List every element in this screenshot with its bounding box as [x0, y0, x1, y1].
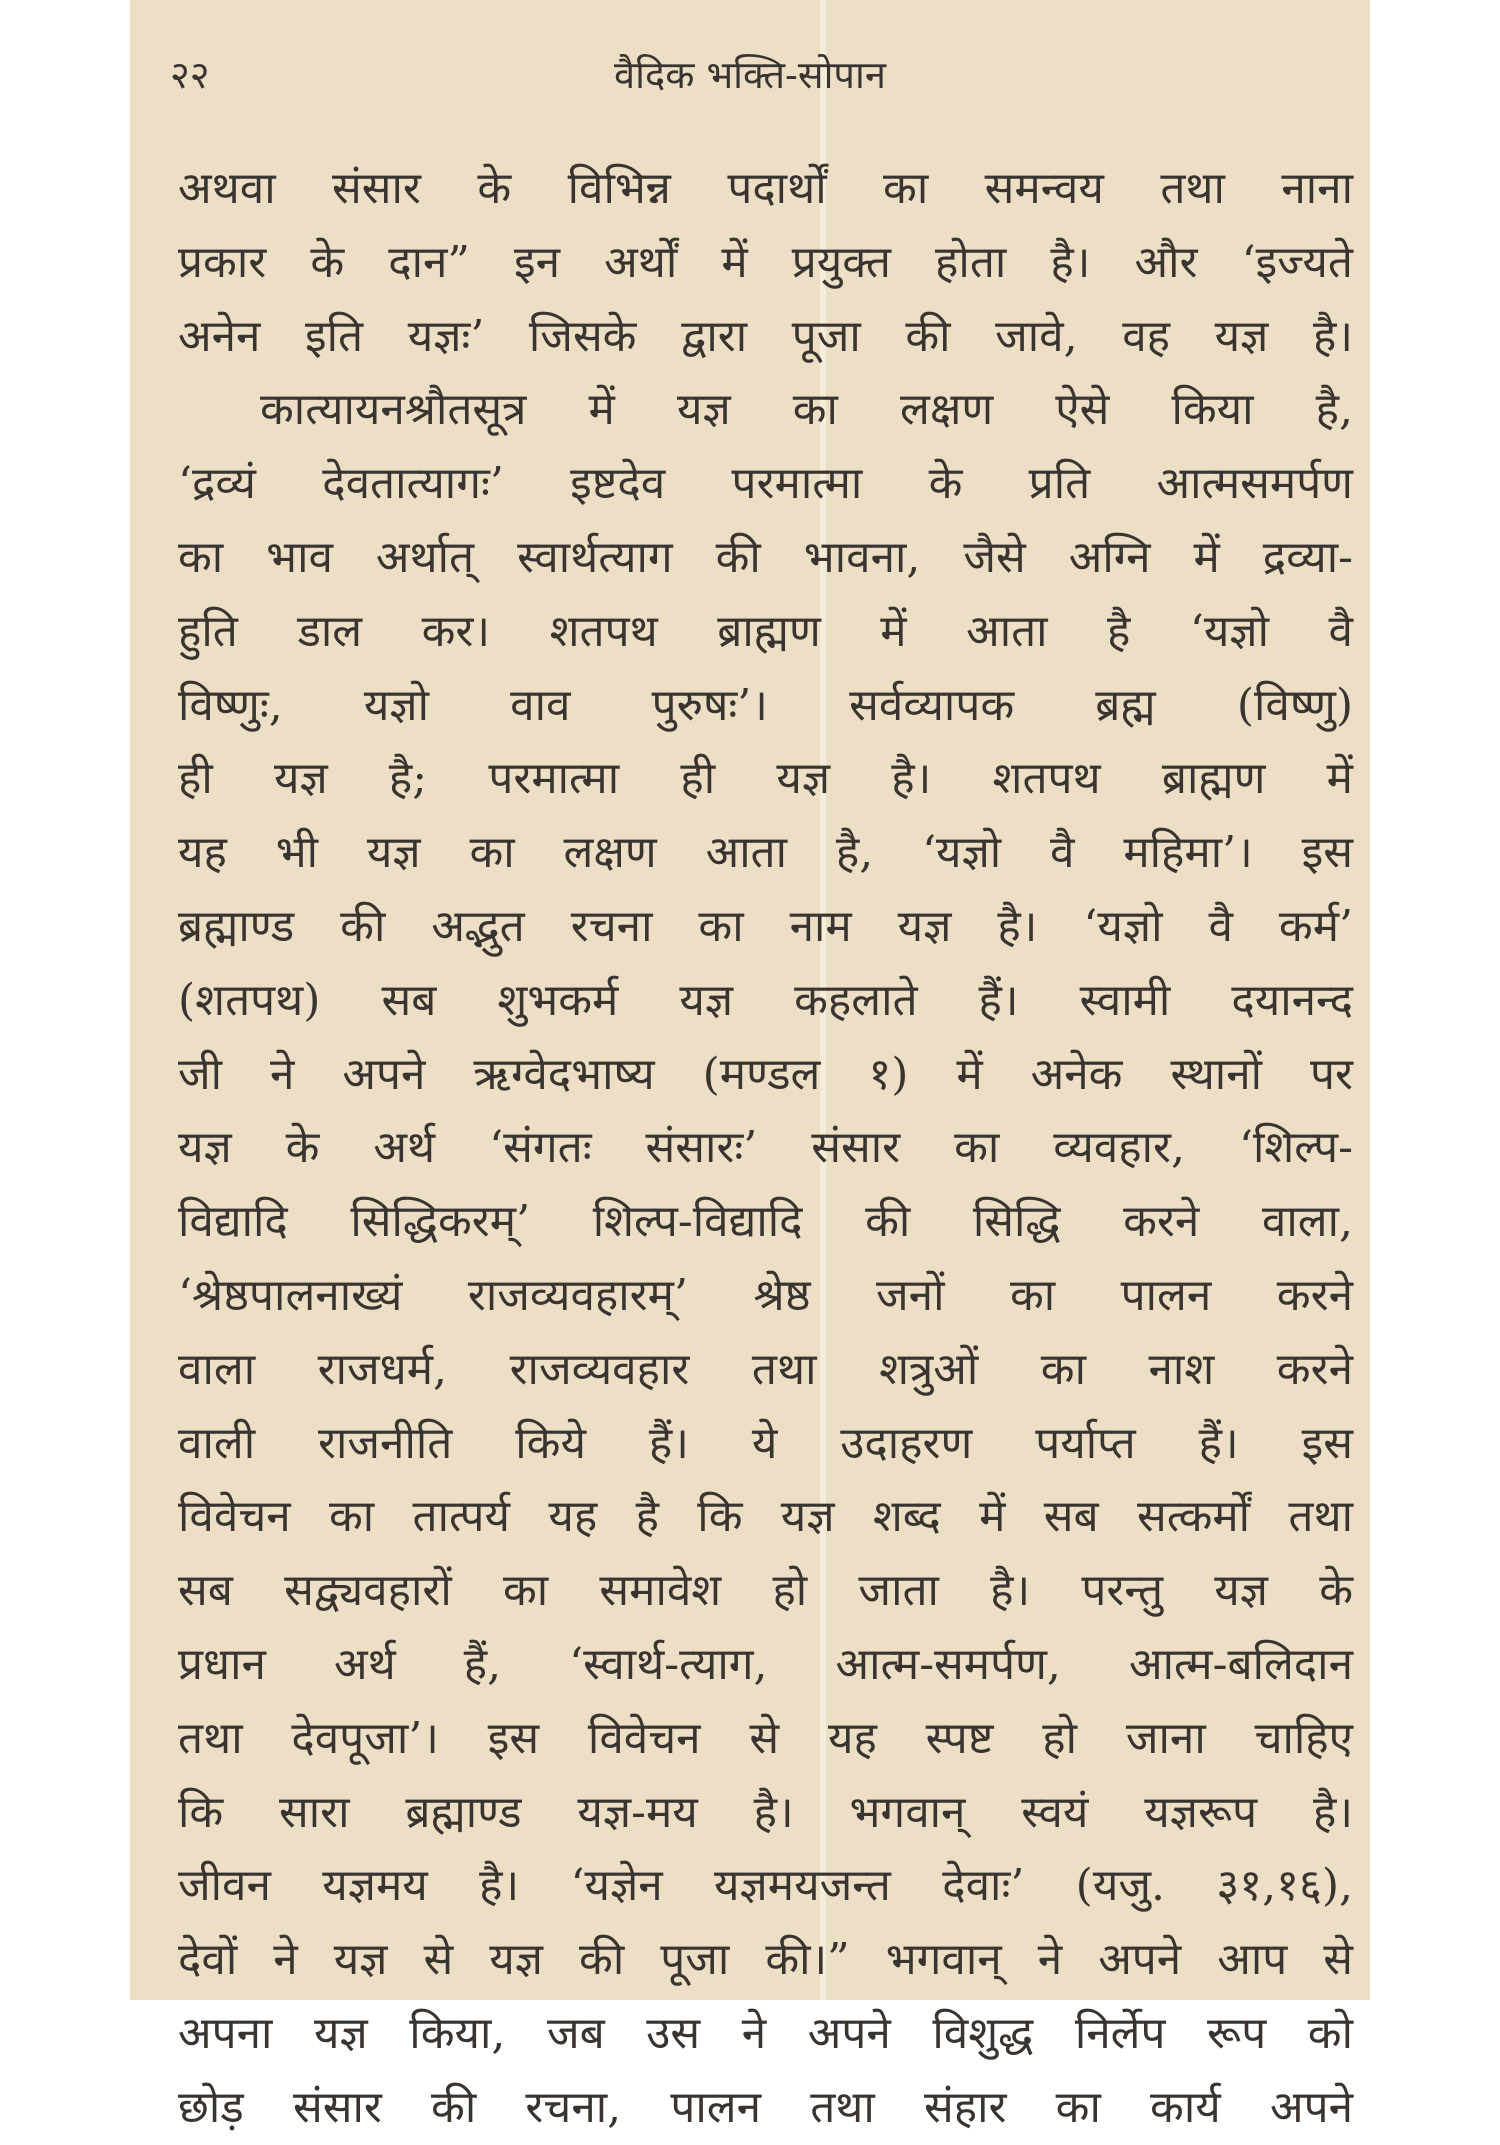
text-line: अपना यज्ञ किया, जब उस ने अपने विशुद्ध निर्लेप रूप को: [178, 2007, 1353, 2059]
text-line: विवेचन का तात्पर्य यह है कि यज्ञ शब्द में सब सत्कर्मों तथा: [178, 1491, 1353, 1543]
book-page: [130, 0, 1370, 2133]
text-line: वाला राजधर्म, राजव्यवहार तथा शत्रुओं का नाश करने: [178, 1343, 1353, 1395]
text-line: जी ने अपने ऋग्वेदभाष्य (मण्डल १) में अनेक स्थानों पर: [178, 1048, 1353, 1100]
text-line: अनेन इति यज्ञः’ जिसके द्वारा पूजा की जावे, वह यज्ञ है।: [178, 310, 1353, 362]
text-line: हुति डाल कर। शतपथ ब्राह्मण में आता है ‘यज्ञो वै: [178, 605, 1353, 657]
text-line: छोड़ संसार की रचना, पालन तथा संहार का कार्य अपने: [178, 2081, 1353, 2133]
text-line: विष्णुः, यज्ञो वाव पुरुषः’। सर्वव्यापक ब्रह्म (विष्णु): [178, 679, 1353, 731]
text-line: देवों ने यज्ञ से यज्ञ की पूजा की।” भगवान् ने अपने आप से: [178, 1934, 1353, 1986]
body-text: [178, 152, 1353, 2145]
text-line: कि सारा ब्रह्माण्ड यज्ञ-मय है। भगवान् स्वयं यज्ञरूप है।: [178, 1786, 1353, 1838]
text-line: प्रकार के दान” इन अर्थों में प्रयुक्त होता है। और ‘इज्यते: [178, 236, 1353, 288]
text-line: ‘श्रेष्ठपालनाख्यं राजव्यवहारम्’ श्रेष्ठ जनों का पालन करने: [178, 1269, 1353, 1321]
text-line: ‘द्रव्यं देवतात्यागः’ इष्टदेव परमात्मा के प्रति आत्मसमर्पण: [178, 458, 1353, 510]
text-line: जीवन यज्ञमय है। ‘यज्ञेन यज्ञमयजन्त देवाः’ (यजु. ३१,१६),: [178, 1860, 1353, 1912]
text-line: ब्रह्माण्ड की अद्भुत रचना का नाम यज्ञ है। ‘यज्ञो वै कर्म’: [178, 900, 1353, 952]
page-number: २२: [170, 53, 210, 97]
text-line: (शतपथ) सब शुभकर्म यज्ञ कहलाते हैं। स्वामी दयानन्द: [178, 974, 1353, 1026]
text-line: यह भी यज्ञ का लक्षण आता है, ‘यज्ञो वै महिमा’। इस: [178, 827, 1353, 879]
running-title: वैदिक भक्ति-सोपान: [614, 53, 886, 97]
text-line: सब सद्व्यवहारों का समावेश हो जाता है। परन्तु यज्ञ के: [178, 1565, 1353, 1617]
text-line: यज्ञ के अर्थ ‘संगतः संसारः’ संसार का व्यवहार, ‘शिल्प-: [178, 1122, 1353, 1174]
text-line: ही यज्ञ है; परमात्मा ही यज्ञ है। शतपथ ब्राह्मण में: [178, 753, 1353, 805]
text-line: अथवा संसार के विभिन्न पदार्थों का समन्वय तथा नाना: [178, 163, 1353, 214]
text-line: विद्यादि सिद्धिकरम्’ शिल्प-विद्यादि की सिद्धि करने वाला,: [178, 1196, 1353, 1248]
text-line: तथा देवपूजा’। इस विवेचन से यह स्पष्ट हो जाना चाहिए: [178, 1712, 1353, 1764]
text-line: प्रधान अर्थ हैं, ‘स्वार्थ-त्याग, आत्म-समर्पण, आत्म-बलिदान: [178, 1638, 1353, 1690]
text-line: कात्यायनश्रौतसूत्र में यज्ञ का लक्षण ऐसे किया है,: [260, 384, 1353, 436]
text-line: वाली राजनीति किये हैं। ये उदाहरण पर्याप्त हैं। इस: [178, 1417, 1353, 1469]
text-line: का भाव अर्थात् स्वार्थत्याग की भावना, जैसे अग्नि में द्रव्या-: [178, 531, 1353, 583]
